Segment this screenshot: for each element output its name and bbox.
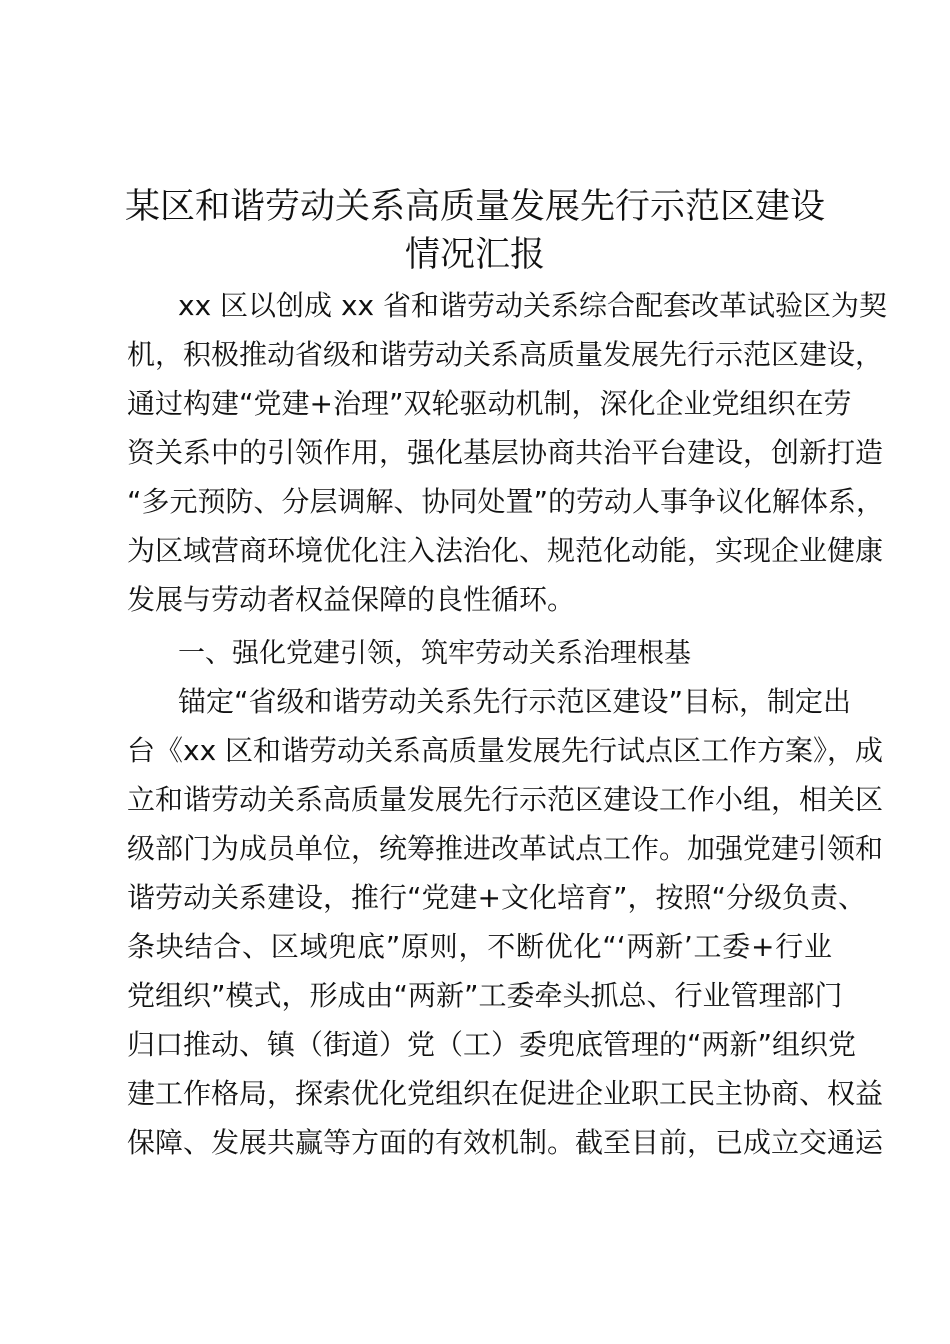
text-line: 条块结合、区域兜底”原则，不断优化“‘两新’工委+行业 [127,930,832,963]
document-title-line-2: 情况汇报 [404,235,545,275]
text-line: 锚定“省级和谐劳动关系先行示范区建设”目标，制定出 [178,685,852,718]
text-line: 资关系中的引领作用，强化基层协商共治平台建设，创新打造 [127,436,884,469]
text-line: 建工作格局，探索优化党组织在促进企业职工民主协商、权益 [127,1077,884,1110]
text-line: 台《xx 区和谐劳动关系高质量发展先行试点区工作方案》，成 [127,734,884,767]
text-line: 谐劳动关系建设，推行“党建+文化培育”，按照“分级负责、 [127,881,866,914]
section-heading: 一、强化党建引领，筑牢劳动关系治理根基 [178,638,691,669]
text-line: 为区域营商环境优化注入法治化、规范化动能，实现企业健康 [127,534,884,567]
text-line: 机，积极推动省级和谐劳动关系高质量发展先行示范区建设， [127,338,884,371]
text-line: 党组织”模式，形成由“两新”工委牵头抓总、行业管理部门 [127,979,843,1012]
text-line: 立和谐劳动关系高质量发展先行示范区建设工作小组，相关区 [127,783,884,816]
text-line: 发展与劳动者权益保障的良性循环。 [127,583,576,616]
text-line: 通过构建“党建+治理”双轮驱动机制，深化企业党组织在劳 [127,387,852,420]
text-line: 保障、发展共赢等方面的有效机制。截至目前，已成立交通运 [127,1126,884,1159]
text-line: xx 区以创成 xx 省和谐劳动关系综合配套改革试验区为契 [178,289,887,322]
text-line: 归口推动、镇（街道）党（工）委兜底管理的“两新”组织党 [127,1028,857,1061]
text-line: “多元预防、分层调解、协同处置”的劳动人事争议化解体系， [127,485,885,518]
text-line: 级部门为成员单位，统筹推进改革试点工作。加强党建引领和 [127,832,884,865]
document-title-line-1: 某区和谐劳动关系高质量发展先行示范区建设 [124,187,825,227]
